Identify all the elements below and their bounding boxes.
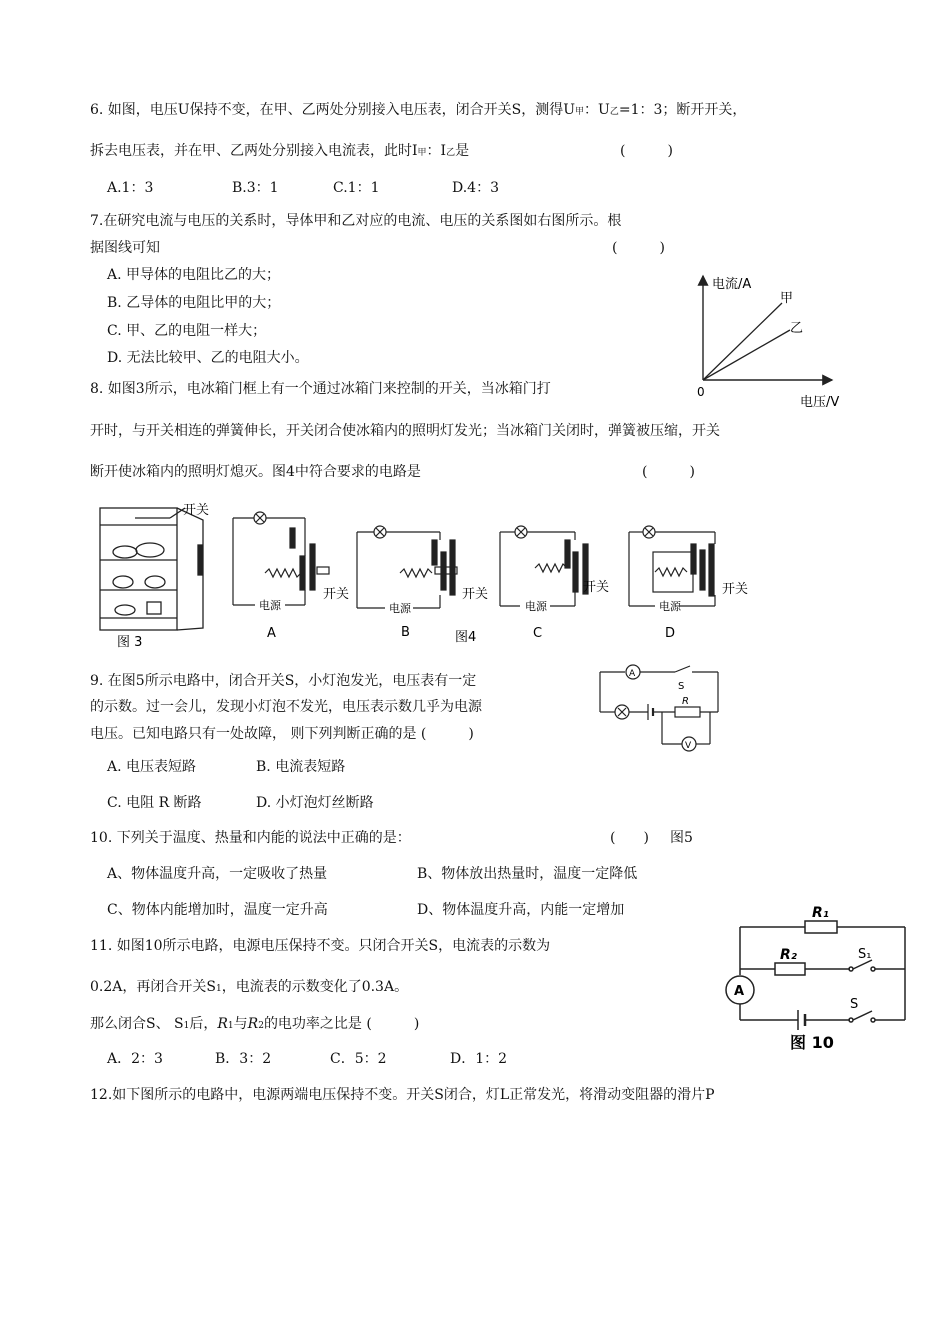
q10-option-b: B、物体放出热量时，温度一定降低 xyxy=(417,866,638,882)
fig10-ammeter-label: A xyxy=(734,984,745,999)
q9-option-c: C. 电阻 R 断路 xyxy=(107,795,202,811)
q10-line1: 10. 下列关于温度、热量和内能的说法中正确的是： xyxy=(90,830,411,846)
resistor-label: R xyxy=(682,696,689,707)
circuit-d-letter: D xyxy=(665,626,676,641)
graph-line-a-label: 甲 xyxy=(780,291,794,306)
voltmeter-label: V xyxy=(685,741,692,751)
q7-option-d: D. 无法比较甲、乙的电阻大小。 xyxy=(107,350,309,366)
q10-option-d: D、物体温度升高，内能一定增加 xyxy=(417,902,625,918)
q6-option-d: D.4：3 xyxy=(452,180,499,196)
q6-option-a: A.1：3 xyxy=(107,180,154,196)
switch-label: S xyxy=(678,681,685,692)
q9-option-a: A. 电压表短路 xyxy=(107,759,197,775)
fig10-r2-label: R₂ xyxy=(780,947,797,963)
graph-line-b-label: 乙 xyxy=(790,321,804,336)
q7-option-b: B. 乙导体的电阻比甲的大； xyxy=(107,295,281,311)
q11-option-a: A．2：3 xyxy=(107,1051,163,1067)
circuit-d-switch-label: 开关 xyxy=(722,582,749,597)
fridge-figure xyxy=(100,508,203,630)
circuit-c-switch-label: 开关 xyxy=(583,580,610,595)
circuit-b-letter: B xyxy=(401,625,410,640)
q7-line2: 据图线可知 xyxy=(90,240,160,256)
fig4-caption: 图4 xyxy=(455,630,477,645)
circuit-c-source-label: 电源 xyxy=(525,600,547,613)
q7-iv-graph xyxy=(690,268,850,410)
fig10-s1-label: S₁ xyxy=(858,947,872,962)
q9-line1: 9. 在图5所示电路中，闭合开关S，小灯泡发光，电压表有一定 xyxy=(90,673,477,689)
fig10-s-label: S xyxy=(850,997,859,1012)
q8-line1: 8. 如图3所示，电冰箱门框上有一个通过冰箱门来控制的开关，当冰箱门打 xyxy=(90,381,551,397)
q10-answer-paren: ( ) xyxy=(610,830,649,846)
q8-answer-paren: ( ) xyxy=(642,464,695,480)
q10-option-c: C、物体内能增加时，温度一定升高 xyxy=(107,902,328,918)
q12-line1: 12.如下图所示的电路中，电源两端电压保持不变。开关S闭合，灯L正常发光，将滑动变阻器的滑片P xyxy=(90,1087,715,1103)
circuit-c xyxy=(500,526,588,606)
q11-option-d: D．1：2 xyxy=(450,1051,508,1067)
q7-option-c: C. 甲、乙的电阻一样大； xyxy=(107,323,267,339)
q11-line3: 那么闭合S、 S1后，R1与R2的电功率之比是 ( ) xyxy=(90,1016,420,1032)
q9-line3: 电压。已知电路只有一处故障， 则下列判断正确的是 ( ) xyxy=(90,726,474,742)
q6-line2: 拆去电压表，并在甲、乙两处分别接入电流表，此时I甲：I乙是 xyxy=(90,143,470,159)
circuit-a xyxy=(233,512,329,605)
q6-option-b: B.3：1 xyxy=(232,180,279,196)
q8-line2: 开时，与开关相连的弹簧伸长，开关闭合使冰箱内的照明灯发光；当冰箱门关闭时，弹簧被压缩，开关 xyxy=(90,423,720,439)
circuit-a-letter: A xyxy=(267,626,276,641)
circuit-a-switch-label: 开关 xyxy=(323,587,350,602)
graph-origin: 0 xyxy=(697,385,705,399)
q11-option-b: B．3：2 xyxy=(215,1051,272,1067)
q9-option-d: D. 小灯泡灯丝断路 xyxy=(256,795,374,811)
fridge-switch-label: 开关 xyxy=(183,503,210,518)
q6-answer-paren: ( ) xyxy=(620,143,673,159)
q6-line1: 6. 如图，电压U保持不变，在甲、乙两处分别接入电压表，闭合开关S，测得U甲：U乙=1：3；断开开关， xyxy=(90,102,747,118)
q9-option-b: B. 电流表短路 xyxy=(256,759,346,775)
circuit-d xyxy=(629,526,715,606)
circuit-c-letter: C xyxy=(533,626,543,641)
q9-circuit-fig5 xyxy=(590,660,730,760)
fig3-caption: 图 3 xyxy=(117,635,143,650)
fig10-r1-label: R₁ xyxy=(812,905,829,921)
q8-line3: 断开使冰箱内的照明灯熄灭。图4中符合要求的电路是 xyxy=(90,464,421,480)
circuit-b-switch-label: 开关 xyxy=(462,587,489,602)
q10-option-a: A、物体温度升高，一定吸收了热量 xyxy=(107,866,328,882)
fig10-caption: 图 10 xyxy=(790,1033,834,1052)
q7-answer-paren: ( ) xyxy=(612,240,665,256)
circuit-b xyxy=(357,526,457,608)
circuit-a-source-label: 电源 xyxy=(259,599,281,612)
circuit-d-source-label: 电源 xyxy=(659,600,681,613)
q7-line1: 7.在研究电流与电压的关系时，导体甲和乙对应的电流、电压的关系图如右图所示。根 xyxy=(90,213,622,229)
q6-option-c: C.1：1 xyxy=(333,180,380,196)
fig5-caption: 图5 xyxy=(670,830,693,846)
q11-circuit-fig10 xyxy=(720,900,910,1055)
circuit-b-source-label: 电源 xyxy=(389,602,411,615)
q9-line2: 的示数。过一会儿，发现小灯泡不发光，电压表示数几乎为电源 xyxy=(90,699,482,715)
q11-line1: 11. 如图10所示电路，电源电压保持不变。只闭合开关S，电流表的示数为 xyxy=(90,938,551,954)
q8-figures xyxy=(95,500,775,652)
q11-line2: 0.2A，再闭合开关S1，电流表的示数变化了0.3A。 xyxy=(90,979,409,995)
ammeter-label: A xyxy=(629,669,636,679)
graph-xlabel: 电压/V xyxy=(800,395,840,410)
q11-option-c: C．5：2 xyxy=(330,1051,387,1067)
q7-option-a: A. 甲导体的电阻比乙的大； xyxy=(107,267,281,283)
graph-ylabel: 电流/A xyxy=(712,277,752,292)
